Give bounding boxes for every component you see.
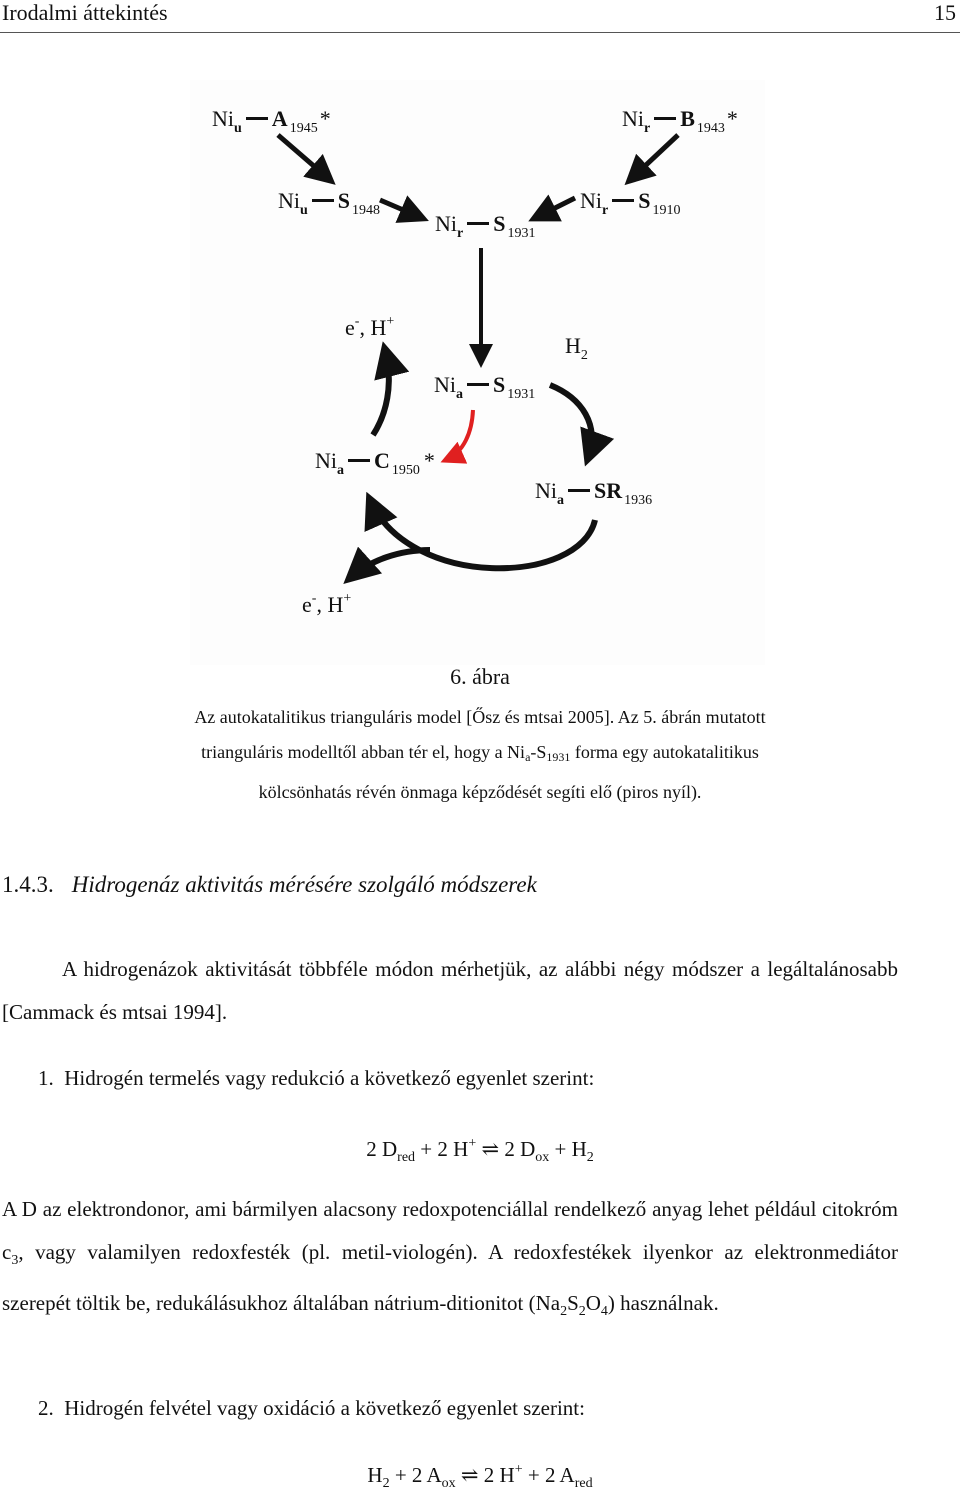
label-h2: $H_2$ — [565, 333, 588, 363]
intro-paragraph: A hidrogenázok aktivitását többféle módon mérhetjük, az alábbi négy módszer a legáltalánosabb [Cammack és mtsai 1994]. — [2, 957, 898, 1024]
donor-paragraph: A D az elektrondonor, ami bármilyen alacsony redoxpotenciállal rendelkező anyag lehet például citokróm $c_3$, vagy valamilyen redoxfesték (pl. metil-viologén). A redoxfestékek ilyenkor az elektronmediátor szerepét töltik be, redukálásukhoz általában nátrium-ditionitot $(Na_2S_2O_4)$ használnak. — [2, 1197, 898, 1319]
node-ni-r-b-1943: $Ni_r$ B $_{1943}$* — [622, 106, 738, 136]
node-ni-r-s-1910: $Ni_r$ S $_{1910}$ — [580, 188, 681, 218]
node-ni-u-a-1945: $Ni_u$ A $_{1945}$* — [212, 106, 331, 136]
header-rule — [0, 32, 960, 33]
figure-caption — [105, 700, 855, 810]
arrow-to-eh-top — [373, 350, 389, 435]
method-2-text: Hidrogén felvétel vagy oxidáció a következő egyenlet szerint: — [64, 1396, 585, 1420]
arrow-to-eh-bottom — [350, 550, 430, 578]
figure-number: 6. ábra — [450, 664, 510, 689]
page-number: 15 — [934, 0, 956, 25]
method-1-text: Hidrogén termelés vagy redukció a következő egyenlet szerint: — [64, 1066, 595, 1090]
equation-1: 2 $D_{red} + 2$ H+ ⇌ 2 $D_{ox} + H_2$ — [366, 1136, 594, 1165]
label-electron-proton-bottom: e-, H+ — [302, 591, 352, 617]
section-heading — [2, 872, 537, 898]
node-ni-u-s-1948: $Ni_u$ S $_{1948}$ — [278, 188, 381, 218]
reaction-diagram — [190, 80, 765, 665]
label-electron-proton-top: e-, H+ — [345, 314, 395, 340]
method-2 — [38, 1396, 585, 1421]
caption-line-2: trianguláris modelltől abban tér el, hogy a $Ni_a-S_{1931}$ forma egy autokatalitikus — [201, 742, 759, 764]
caption-line-3: kölcsönhatás révén önmaga képződését segíti elő (piros nyíl). — [258, 782, 702, 802]
node-ni-a-s-1931: $Ni_a$ S $_{1931}$ — [434, 372, 536, 402]
arrow-1943-to-1910 — [630, 135, 678, 180]
arrow-h2-to-1936 — [550, 385, 592, 458]
method-2-number: 2. — [38, 1396, 54, 1420]
section-title: Hidrogenáz aktivitás mérésére szolgáló módszerek — [71, 872, 537, 897]
running-title: Irodalmi áttekintés — [2, 0, 168, 25]
page-header — [0, 0, 960, 30]
arrow-1910-to-1931r — [535, 198, 575, 218]
arrow-1948-to-1931r — [380, 200, 422, 218]
arrow-1945-to-1948 — [278, 135, 330, 180]
node-ni-r-s-1931: $Ni_r$ S $_{1931}$ — [435, 211, 536, 241]
equation-2: $H_2 + 2$ $A_{ox}$ ⇌ 2 H+ + 2 $A_{red}$ — [367, 1462, 593, 1491]
node-ni-a-c-1950: $Ni_a$ C $_{1950}$ * — [315, 448, 435, 478]
node-ni-a-sr-1936: $Ni_a$ SR $_{1936}$ — [535, 478, 653, 508]
section-number: 1.4.3. — [2, 872, 54, 897]
method-1-number: 1. — [38, 1066, 54, 1090]
arrow-1936-to-1950 — [370, 500, 595, 568]
autocatalytic-arrow — [446, 410, 473, 460]
diagram-arrows — [190, 80, 765, 665]
method-1 — [38, 1066, 594, 1091]
caption-line-1: Az autokatalitikus trianguláris model [Ősz és mtsai 2005]. Az 5. ábrán mutatott — [194, 707, 766, 727]
